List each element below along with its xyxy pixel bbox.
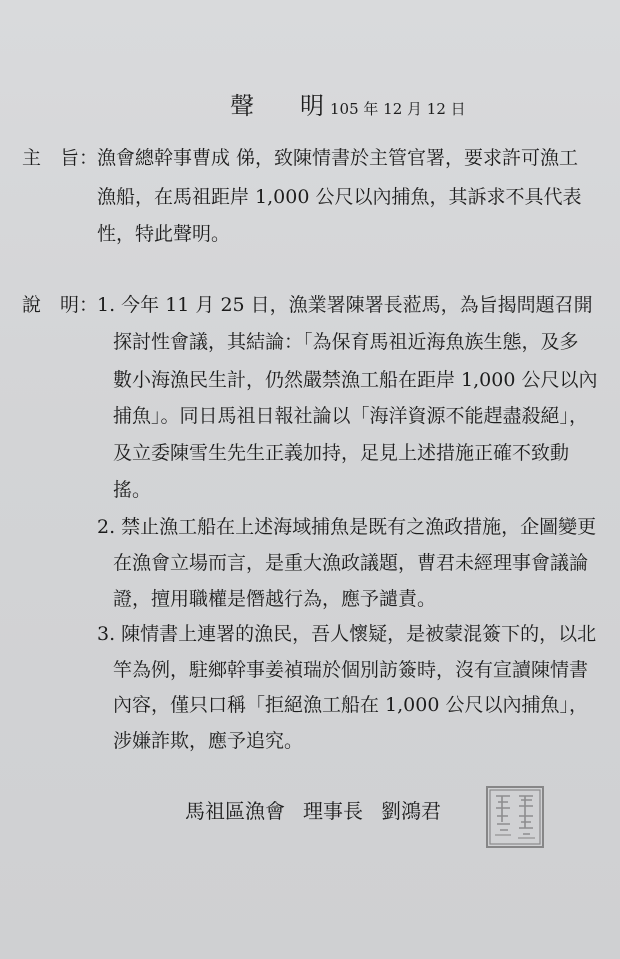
explanation-item-3-line: 竿為例，駐鄉幹事姜禎瑞於個別訪簽時，沒有宣讀陳情書 — [113, 659, 589, 681]
explanation-item-1-line: 1. 今年 11 月 25 日，漁業署陳署長蒞馬，為旨揭問題召開 — [97, 294, 593, 316]
signature-position: 理事長 — [303, 799, 363, 823]
title-character-sheng: 聲 — [230, 92, 254, 120]
subject-line: 漁會總幹事曹成 俤，致陳情書於主管官署，要求許可漁工 — [97, 147, 579, 169]
subject-line: 性，特此聲明。 — [97, 223, 231, 245]
explanation-item-1-line: 及立委陳雪生先生正義加持，足見上述措施正確不致動 — [113, 442, 570, 464]
signature-block — [185, 801, 441, 821]
signature-organization: 馬祖區漁會 — [185, 799, 285, 823]
explanation-item-3-line: 內容，僅只口稱「拒絕漁工船在 1,000 公尺以內捕魚」， — [113, 694, 588, 716]
document-title — [230, 86, 466, 121]
explanation-item-3-line: 涉嫌詐欺，應予追究。 — [113, 730, 304, 752]
document-date: 105 年 12 月 12 日 — [330, 100, 466, 118]
title-character-ming: 明 — [300, 92, 324, 120]
explanation-item-2-line: 在漁會立場而言，是重大漁政議題，曹君未經理事會議論 — [113, 552, 589, 574]
explanation-item-1-line: 捕魚」。同日馬祖日報社論以「海洋資源不能趕盡殺絕」， — [113, 405, 589, 427]
subject-line: 漁船，在馬祖距岸 1,000 公尺以內捕魚，其訴求不具代表 — [97, 186, 582, 208]
explanation-item-1-line: 數小海漁民生計，仍然嚴禁漁工船在距岸 1,000 公尺以內 — [113, 369, 598, 391]
explanation-item-2-line: 證，擅用職權是僭越行為，應予譴責。 — [113, 588, 437, 610]
subject-label: 主 旨： — [22, 147, 99, 169]
official-seal-icon — [486, 786, 544, 848]
explanation-label: 說 明： — [22, 294, 99, 316]
explanation-item-1-line: 探討性會議，其結論：「為保育馬祖近海魚族生態，及多 — [113, 331, 579, 353]
explanation-item-2-line: 2. 禁止漁工船在上述海域捕魚是既有之漁政措施，企圖變更 — [97, 516, 597, 538]
explanation-item-1-line: 搖。 — [113, 479, 152, 501]
explanation-item-3-line: 3. 陳情書上連署的漁民，吾人懷疑，是被蒙混簽下的，以北 — [97, 623, 597, 645]
signature-name: 劉鴻君 — [381, 799, 441, 823]
